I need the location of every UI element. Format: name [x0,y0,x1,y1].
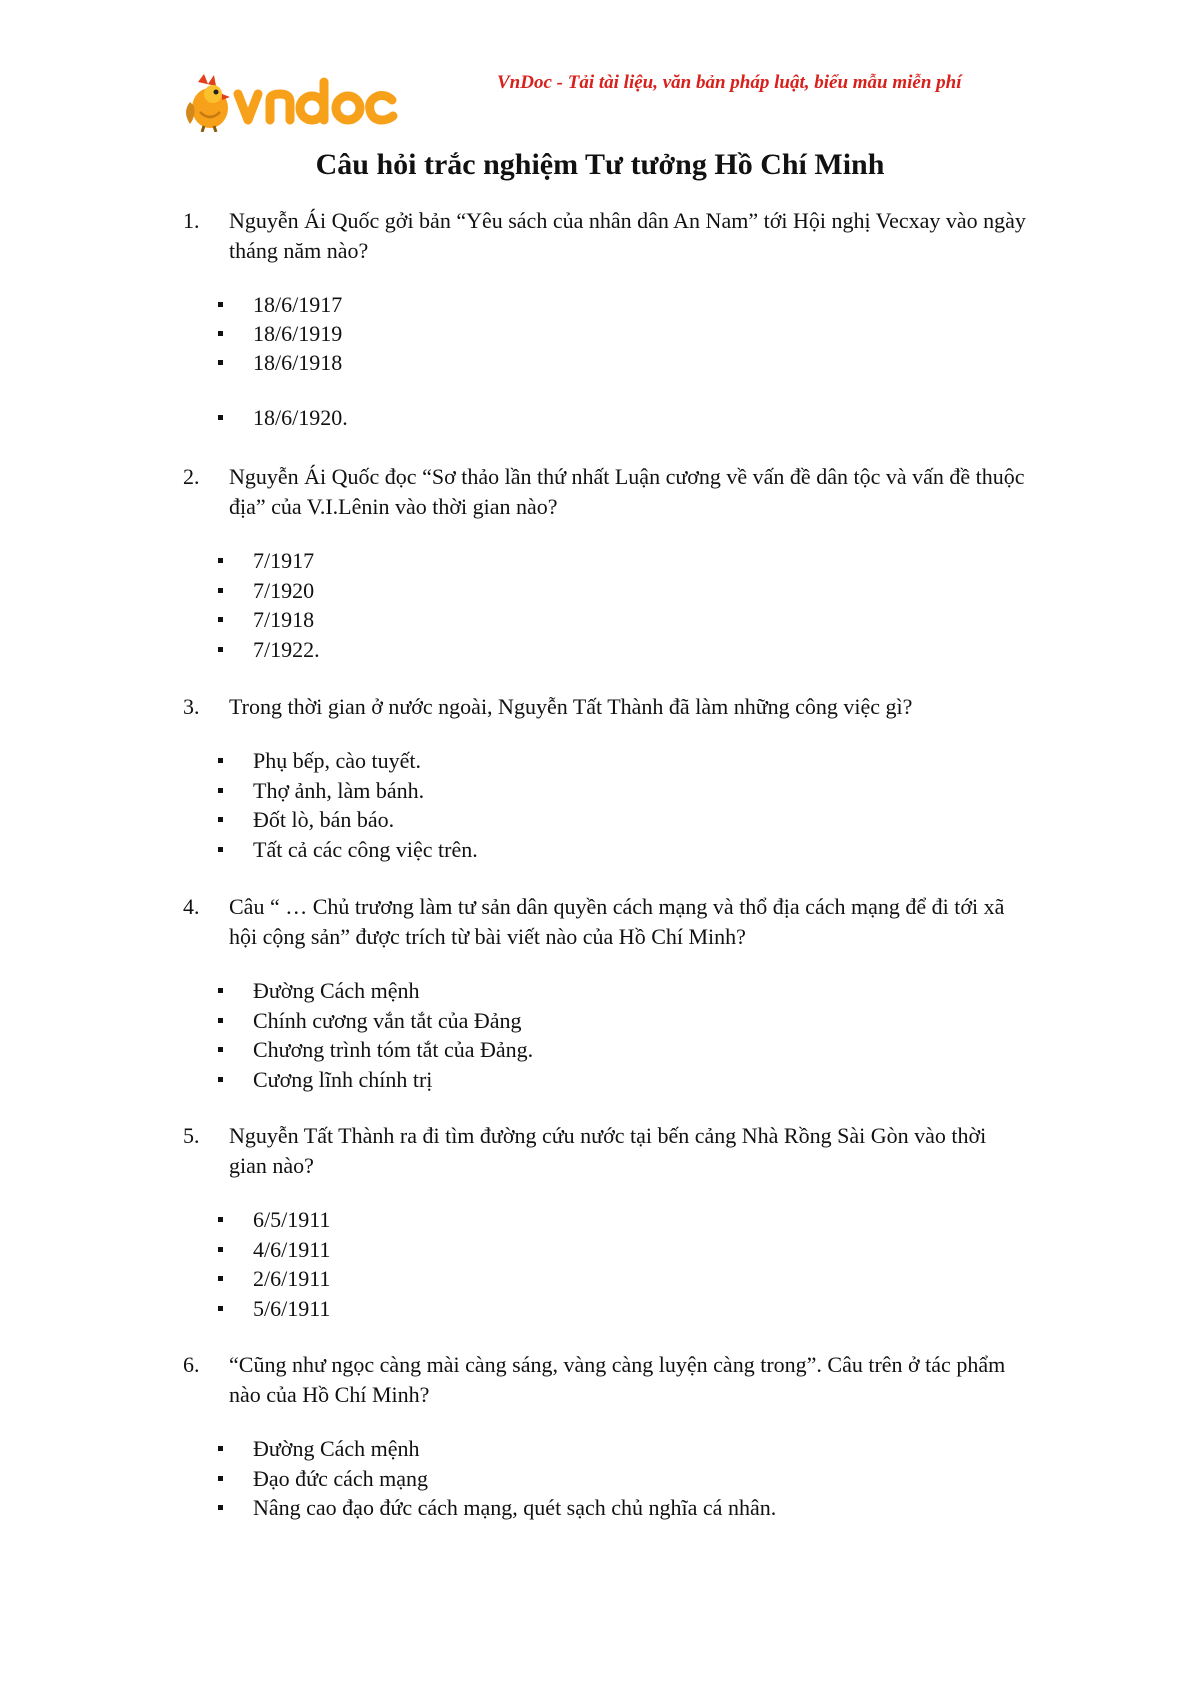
option-text: 7/1918 [253,607,315,632]
question-text: “Cũng như ngọc càng mài càng sáng, vàng càng luyện càng trong”. Câu trên ở tác phẩm nào của Hồ Chí Minh? [229,1352,1006,1407]
option-text: 5/6/1911 [253,1296,331,1321]
question-number: 6. [183,1352,200,1377]
option-text: 2/6/1911 [253,1266,331,1291]
option-item[interactable] [0,1006,1200,1036]
vndoc-wordmark [238,82,393,120]
document-title: Câu hỏi trắc nghiệm Tư tưởng Hồ Chí Minh [315,148,885,181]
question-text: Câu “ … Chủ trương làm tư sản dân quyền cách mạng và thổ địa cách mạng để đi tới xã hội cộng sản” được trích từ bài viết nào của Hồ Chí Minh? [229,894,1005,949]
option-item[interactable] [0,835,1200,865]
bullet-icon [218,1476,223,1481]
option-text: 7/1917 [253,548,315,573]
option-item[interactable] [0,576,1200,606]
bullet-icon [218,1505,223,1510]
header-tagline: VnDoc - Tải tài liệu, văn bản pháp luật, biểu mẫu miễn phí [497,72,962,93]
question-number: 2. [183,464,200,489]
bullet-icon [218,558,223,563]
option-text: 18/6/1918 [253,350,343,375]
bullet-icon [218,817,223,822]
bullet-icon [218,1276,223,1281]
option-text: 6/5/1911 [253,1207,331,1232]
bullet-icon [218,331,223,336]
bullet-icon [218,1306,223,1311]
option-item[interactable] [0,976,1200,1006]
bullet-icon [218,302,223,307]
bullet-icon [218,360,223,365]
option-text: Chương trình tóm tắt của Đảng. [253,1037,534,1062]
question-text: Nguyễn Ái Quốc đọc “Sơ thảo lần thứ nhất Luận cương về vấn đề dân tộc và vấn đề thuộc địa” của V.I.Lênin vào thời gian nào? [229,464,1025,519]
question-number: 4. [183,894,200,919]
option-item[interactable] [0,1294,1200,1324]
option-item[interactable] [0,290,1200,320]
option-text: Đạo đức cách mạng [253,1466,429,1491]
option-text: Thợ ảnh, làm bánh. [253,778,425,803]
page-header [182,62,1022,132]
option-text: 7/1922. [253,637,320,662]
bullet-icon [218,1077,223,1082]
bullet-icon [218,1217,223,1222]
bullet-icon [218,847,223,852]
option-item[interactable] [0,403,1200,433]
bullet-icon [218,647,223,652]
option-text: Cương lĩnh chính trị [253,1067,433,1092]
option-text: Nâng cao đạo đức cách mạng, quét sạch chủ nghĩa cá nhân. [253,1495,777,1520]
bullet-icon [218,988,223,993]
bullet-icon [218,588,223,593]
option-item[interactable] [0,1493,1200,1523]
option-item[interactable] [0,605,1200,635]
option-item[interactable] [0,1264,1200,1294]
option-item[interactable] [0,546,1200,576]
bullet-icon [218,1247,223,1252]
option-item[interactable] [0,319,1200,349]
option-item[interactable] [0,635,1200,665]
question-text: Nguyễn Tất Thành ra đi tìm đường cứu nước tại bến cảng Nhà Rồng Sài Gòn vào thời gian nào? [229,1123,987,1178]
option-item[interactable] [0,1464,1200,1494]
bullet-icon [218,758,223,763]
question-text: Trong thời gian ở nước ngoài, Nguyễn Tất Thành đã làm những công việc gì? [229,694,913,719]
option-text: Đốt lò, bán báo. [253,807,395,832]
option-text: Chính cương vắn tắt của Đảng [253,1008,522,1033]
option-item[interactable] [0,1205,1200,1235]
option-text: Đường Cách mệnh [253,978,420,1003]
question-number: 3. [183,694,200,719]
bullet-icon [218,1446,223,1451]
vndoc-logo [182,72,412,132]
option-text: 18/6/1917 [253,292,343,317]
option-text: Tất cả các công việc trên. [253,837,478,862]
option-text: Phụ bếp, cào tuyết. [253,748,422,773]
option-item[interactable] [0,1235,1200,1265]
option-text: 4/6/1911 [253,1237,331,1262]
bullet-icon [218,1018,223,1023]
option-item[interactable] [0,776,1200,806]
option-item[interactable] [0,348,1200,378]
option-item[interactable] [0,805,1200,835]
option-text: 7/1920 [253,578,315,603]
question-number: 1. [183,208,200,233]
option-text: Đường Cách mệnh [253,1436,420,1461]
option-text: 18/6/1920. [253,405,348,430]
option-item[interactable] [0,1434,1200,1464]
option-item[interactable] [0,1065,1200,1095]
rooster-icon [186,74,230,132]
option-text: 18/6/1919 [253,321,343,346]
question-text: Nguyễn Ái Quốc gởi bản “Yêu sách của nhân dân An Nam” tới Hội nghị Vecxay vào ngày tháng năm nào? [229,208,1026,263]
question-number: 5. [183,1123,200,1148]
option-item[interactable] [0,746,1200,776]
bullet-icon [218,617,223,622]
bullet-icon [218,415,223,420]
option-item[interactable] [0,1035,1200,1065]
bullet-icon [218,788,223,793]
bullet-icon [218,1047,223,1052]
